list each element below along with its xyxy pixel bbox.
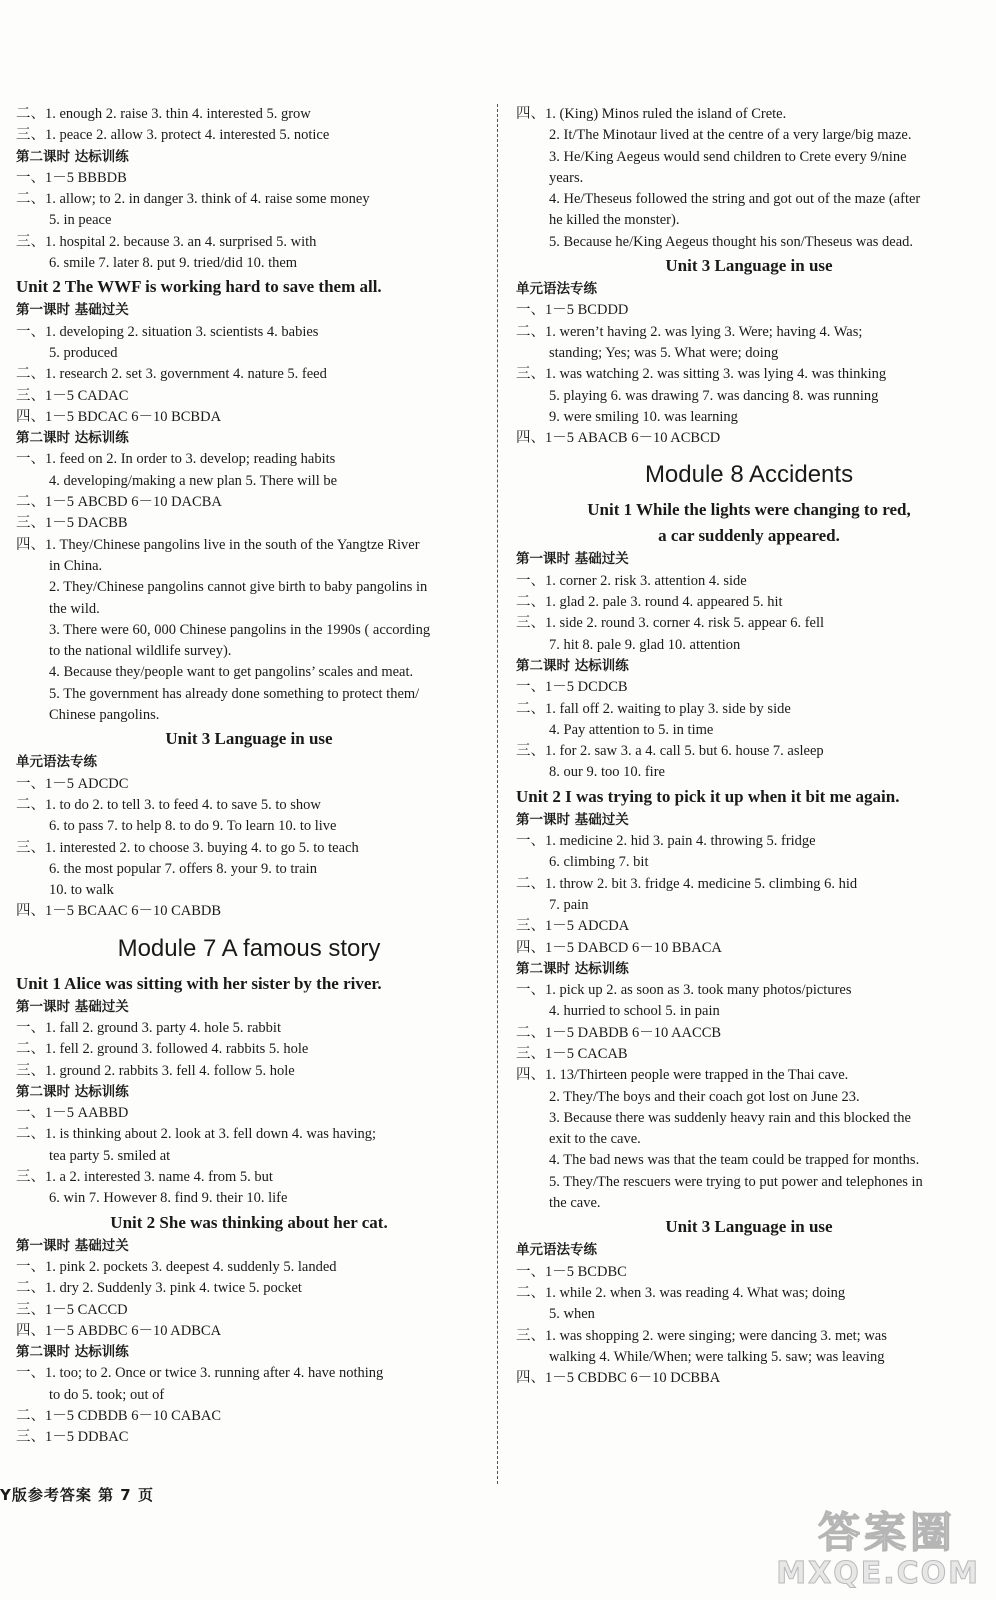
- answer-line: 三、1－5 DACBB: [16, 515, 128, 532]
- right-column: [516, 104, 982, 1389]
- answer-line: he killed the monster).: [549, 212, 680, 229]
- answer-line: 一、1－5 DCDCB: [516, 679, 628, 696]
- answer-line: 一、1－5 BCDDD: [516, 302, 629, 319]
- section-heading: 单元语法专练: [16, 754, 97, 771]
- answer-line: 2. They/The boys and their coach got lost on June 23.: [549, 1088, 860, 1105]
- answer-line: 三、1. interested 2. to choose 3. buying 4. to go 5. to teach: [16, 839, 359, 856]
- answer-line: 一、1. medicine 2. hid 3. pain 4. throwing 5. fridge: [516, 833, 816, 850]
- answer-line: to the national wildlife survey).: [49, 643, 232, 660]
- answer-line: 二、1. research 2. set 3. government 4. nature 5. feed: [16, 366, 327, 383]
- answer-line: 三、1－5 DDBAC: [16, 1429, 129, 1446]
- answer-line: 一、1. pick up 2. as soon as 3. took many photos/pictures: [516, 982, 852, 999]
- answer-line: 四、1－5 DABCD 6－10 BBACA: [516, 939, 722, 956]
- answer-line: 6. smile 7. later 8. put 9. tried/did 10. them: [49, 255, 298, 272]
- answer-line: 二、1. is thinking about 2. look at 3. fell down 4. was having;: [16, 1126, 377, 1143]
- answer-line: 5. The government has already done something to protect them/: [49, 685, 420, 702]
- answer-line: 三、1－5 CACAB: [516, 1045, 628, 1062]
- answer-line: years.: [549, 169, 584, 186]
- answer-line: 3. Because there was suddenly heavy rain and this blocked the: [549, 1109, 911, 1126]
- answer-line: 二、1. dry 2. Suddenly 3. pink 4. twice 5. pocket: [16, 1280, 302, 1297]
- section-heading: 单元语法专练: [516, 1242, 597, 1259]
- answer-line: 7. hit 8. pale 9. glad 10. attention: [549, 636, 741, 653]
- answer-line: 7. pain: [549, 896, 589, 913]
- section-heading: 第二课时 达标训练: [16, 1344, 129, 1361]
- answer-line: 三、1－5 CADAC: [16, 387, 129, 404]
- section-heading: 第二课时 达标训练: [16, 1083, 129, 1100]
- answer-line: to do 5. took; out of: [49, 1386, 165, 1403]
- left-column: [16, 104, 482, 1449]
- answer-line: 一、1－5 ADCDC: [16, 775, 129, 792]
- answer-line: 二、1. to do 2. to tell 3. to feed 4. to save 5. to show: [16, 796, 321, 813]
- answer-line: 二、1. weren’t having 2. was lying 3. Were; having 4. Was;: [516, 323, 863, 340]
- answer-line: 5. They/The rescuers were trying to put power and telephones in: [549, 1173, 923, 1190]
- answer-line: 四、1－5 ABACB 6－10 ACBCD: [516, 430, 721, 447]
- answer-line: 二、1. allow; to 2. in danger 3. think of 4. raise some money: [16, 191, 370, 208]
- answer-line: 三、1－5 CACCD: [16, 1301, 128, 1318]
- answer-line: 5. when: [549, 1306, 595, 1323]
- answer-line: 二、1－5 DABDB 6－10 AACCB: [516, 1024, 722, 1041]
- answer-line: 二、1－5 CDBDB 6－10 CABAC: [16, 1408, 222, 1425]
- answer-line: 一、1. developing 2. situation 3. scientists 4. babies: [16, 323, 319, 340]
- answer-line: 四、1. 13/Thirteen people were trapped in the Thai cave.: [516, 1067, 849, 1084]
- answer-line: 一、1－5 AABBD: [16, 1105, 129, 1122]
- page-footer: Y版参考答案 第 7 页: [0, 1486, 154, 1504]
- answer-line: Chinese pangolins.: [49, 707, 160, 724]
- answer-line: 三、1. peace 2. allow 3. protect 4. interested 5. notice: [16, 127, 330, 144]
- answer-line: 二、1. throw 2. bit 3. fridge 4. medicine 5. climbing 6. hid: [516, 875, 858, 892]
- answer-line: 一、1－5 BCDBC: [516, 1263, 627, 1280]
- section-heading: 第一课时 基础过关: [516, 811, 629, 828]
- answer-line: walking 4. While/When; were talking 5. saw; was leaving: [549, 1348, 885, 1365]
- answer-line: 3. He/King Aegeus would send children to Crete every 9/nine: [549, 148, 907, 165]
- answer-line: 四、1－5 ABDBC 6－10 ADBCA: [16, 1322, 222, 1339]
- answer-line: 二、1－5 ABCBD 6－10 DACBA: [16, 494, 222, 511]
- answer-line: the wild.: [49, 600, 100, 617]
- answer-line: 三、1. was watching 2. was sitting 3. was lying 4. was thinking: [516, 366, 887, 383]
- unit-heading: Unit 1 While the lights were changing to red,: [587, 500, 911, 520]
- answer-line: 三、1. side 2. round 3. corner 4. risk 5. appear 6. fell: [516, 615, 825, 632]
- answer-line: 三、1. for 2. saw 3. a 4. call 5. but 6. house 7. asleep: [516, 743, 824, 760]
- column-divider: [497, 104, 498, 1484]
- answer-line: 5. Because he/King Aegeus thought his son/Theseus was dead.: [549, 233, 914, 250]
- answer-line: 三、1. ground 2. rabbits 3. fell 4. follow 5. hole: [16, 1062, 295, 1079]
- answer-line: 4. He/Theseus followed the string and got out of the maze (after: [549, 191, 921, 208]
- answer-line: 9. were smiling 10. was learning: [549, 408, 738, 425]
- section-heading: 第二课时 达标训练: [16, 430, 129, 447]
- answer-line: 四、1－5 BCAAC 6－10 CABDB: [16, 903, 222, 920]
- answer-line: 8. our 9. too 10. fire: [549, 764, 665, 781]
- unit-heading: Unit 2 She was thinking about her cat.: [110, 1212, 388, 1232]
- answer-line: 3. There were 60, 000 Chinese pangolins in the 1990s ( according: [49, 621, 431, 638]
- answer-line: 2. They/Chinese pangolins cannot give birth to baby pangolins in: [49, 579, 428, 596]
- unit-heading: Unit 3 Language in use: [165, 729, 333, 749]
- section-heading: 第二课时 达标训练: [16, 148, 129, 165]
- section-heading: 第一课时 基础过关: [16, 1237, 129, 1254]
- answer-line: standing; Yes; was 5. What were; doing: [549, 344, 779, 361]
- answer-line: 4. hurried to school 5. in pain: [549, 1003, 720, 1020]
- unit-heading: Unit 2 The WWF is working hard to save them all.: [16, 277, 382, 297]
- section-heading: 第二课时 达标训练: [516, 960, 629, 977]
- answer-line: tea party 5. smiled at: [49, 1147, 171, 1164]
- answer-line: 5. produced: [49, 344, 118, 361]
- answer-line: 四、1－5 BDCAC 6－10 BCBDA: [16, 408, 222, 425]
- unit-heading: Unit 2 I was trying to pick it up when it bit me again.: [516, 786, 900, 806]
- answer-line: 6. win 7. However 8. find 9. their 10. life: [49, 1190, 288, 1207]
- answer-line: 四、1. (King) Minos ruled the island of Crete.: [516, 106, 787, 122]
- module-heading: Module 7 A famous story: [117, 934, 381, 962]
- answer-line: 三、1. hospital 2. because 3. an 4. surprised 5. with: [16, 233, 317, 250]
- answer-line: 二、1. while 2. when 3. was reading 4. What was; doing: [516, 1284, 846, 1301]
- answer-line: 二、1. enough 2. raise 3. thin 4. interested 5. grow: [16, 106, 311, 122]
- answer-line: 一、1－5 BBBDB: [16, 169, 127, 186]
- answer-line: 6. climbing 7. bit: [549, 854, 649, 871]
- answer-line: 2. It/The Minotaur lived at the centre of a very large/big maze.: [549, 127, 912, 144]
- section-heading: 第一课时 基础过关: [16, 998, 129, 1015]
- answer-line: 一、1. too; to 2. Once or twice 3. running after 4. have nothing: [16, 1365, 384, 1382]
- answer-line: 一、1. feed on 2. In order to 3. develop; reading habits: [16, 451, 336, 468]
- answer-line: 5. in peace: [49, 212, 112, 229]
- unit-heading: a car suddenly appeared.: [658, 526, 840, 546]
- watermark-logo: 答案圈: [817, 1508, 956, 1557]
- answer-line: 四、1. They/Chinese pangolins live in the south of the Yangtze River: [16, 536, 420, 553]
- answer-line: 四、1－5 CBDBC 6－10 DCBBA: [516, 1370, 721, 1387]
- answer-line: 5. playing 6. was drawing 7. was dancing 8. was running: [549, 387, 879, 404]
- answer-line: in China.: [49, 557, 103, 574]
- answer-line: 4. The bad news was that the team could be trapped for months.: [549, 1152, 920, 1169]
- answer-line: 三、1. was shopping 2. were singing; were dancing 3. met; was: [516, 1327, 887, 1344]
- answer-line: the cave.: [549, 1195, 601, 1212]
- answer-line: 三、1－5 ADCDA: [516, 918, 630, 935]
- answer-line: 二、1. fall off 2. waiting to play 3. side by side: [516, 700, 791, 717]
- answer-line: 10. to walk: [49, 882, 114, 899]
- answer-line: 二、1. glad 2. pale 3. round 4. appeared 5. hit: [516, 594, 783, 611]
- answer-line: 6. to pass 7. to help 8. to do 9. To learn 10. to live: [49, 818, 337, 835]
- answer-line: 一、1. corner 2. risk 3. attention 4. side: [516, 572, 747, 589]
- answer-line: 4. developing/making a new plan 5. There will be: [49, 472, 338, 489]
- module-heading: Module 8 Accidents: [644, 461, 854, 489]
- answer-line: 一、1. pink 2. pockets 3. deepest 4. suddenly 5. landed: [16, 1258, 337, 1275]
- watermark-site: MXQE.COM: [776, 1556, 980, 1591]
- answer-line: 一、1. fall 2. ground 3. party 4. hole 5. rabbit: [16, 1019, 281, 1036]
- section-heading: 第一课时 基础过关: [16, 302, 129, 319]
- unit-heading: Unit 3 Language in use: [665, 256, 833, 276]
- unit-heading: Unit 3 Language in use: [665, 1217, 833, 1237]
- answer-line: 二、1. fell 2. ground 3. followed 4. rabbits 5. hole: [16, 1041, 309, 1058]
- answer-line: 4. Because they/people want to get pangolins’ scales and meat.: [49, 664, 414, 681]
- answer-line: 4. Pay attention to 5. in time: [549, 721, 714, 738]
- section-heading: 第一课时 基础过关: [516, 551, 629, 568]
- section-heading: 单元语法专练: [516, 281, 597, 298]
- answer-line: 6. the most popular 7. offers 8. your 9. to train: [49, 860, 317, 877]
- answer-line: 三、1. a 2. interested 3. name 4. from 5. but: [16, 1169, 273, 1186]
- section-heading: 第二课时 达标训练: [516, 657, 629, 674]
- answer-line: exit to the cave.: [549, 1131, 641, 1148]
- unit-heading: Unit 1 Alice was sitting with her sister by the river.: [16, 973, 382, 993]
